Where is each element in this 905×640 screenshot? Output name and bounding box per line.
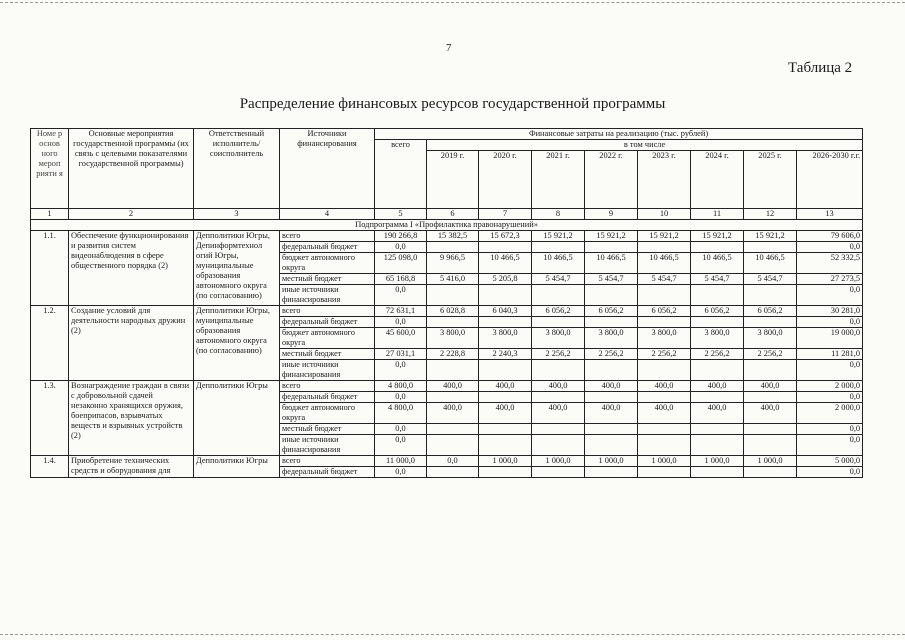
amount-year: 0,0: [797, 467, 863, 478]
amount-year: [691, 424, 744, 435]
funding-source: иные источники финансирования: [280, 360, 375, 381]
amount-year: 0,0: [797, 360, 863, 381]
amount-year: 6 056,2: [585, 306, 638, 317]
funding-source: местный бюджет: [280, 274, 375, 285]
activity-number: 1.3.: [31, 381, 69, 456]
amount-year: 6 056,2: [691, 306, 744, 317]
amount-year: 5 454,7: [744, 274, 797, 285]
amount-year: 400,0: [585, 403, 638, 424]
funding-source: федеральный бюджет: [280, 467, 375, 478]
amount-year: [532, 467, 585, 478]
amount-total: 4 800,0: [375, 403, 427, 424]
amount-year: [479, 392, 532, 403]
amount-year: 3 800,0: [479, 328, 532, 349]
header-num: Номе р основ ного мероп рияти я: [31, 129, 69, 209]
amount-year: 5 454,7: [532, 274, 585, 285]
amount-year: 5 205,8: [479, 274, 532, 285]
amount-total: 0,0: [375, 285, 427, 306]
amount-total: 190 266,8: [375, 231, 427, 242]
amount-year: [532, 435, 585, 456]
amount-year: 400,0: [638, 403, 691, 424]
column-number: 3: [194, 209, 280, 220]
amount-year: [744, 285, 797, 306]
column-number: 2: [69, 209, 194, 220]
amount-year: 2 256,2: [638, 349, 691, 360]
amount-year: 10 466,5: [585, 253, 638, 274]
amount-year: [585, 242, 638, 253]
amount-year: 3 800,0: [638, 328, 691, 349]
amount-year: [479, 285, 532, 306]
amount-year: [744, 424, 797, 435]
column-number: 11: [691, 209, 744, 220]
amount-year: [585, 467, 638, 478]
amount-year: [638, 392, 691, 403]
amount-year: 5 000,0: [797, 456, 863, 467]
amount-total: 0,0: [375, 317, 427, 328]
amount-year: 10 466,5: [744, 253, 797, 274]
funding-source: федеральный бюджет: [280, 242, 375, 253]
activity-responsible: Депполитики Югры: [194, 381, 280, 456]
amount-year: 2 256,2: [744, 349, 797, 360]
activity-responsible: Депполитики Югры: [194, 456, 280, 478]
amount-year: [744, 360, 797, 381]
amount-total: 0,0: [375, 360, 427, 381]
amount-year: [479, 424, 532, 435]
amount-year: 0,0: [797, 285, 863, 306]
amount-year: 52 332,5: [797, 253, 863, 274]
header-source: Источники финансирования: [280, 129, 375, 209]
amount-year: 3 800,0: [427, 328, 479, 349]
column-number: 1: [31, 209, 69, 220]
funding-source: иные источники финансирования: [280, 435, 375, 456]
amount-year: [691, 242, 744, 253]
activity-name: Вознаграждение граждан в связи с добровольной сдачей незаконно хранящихся оружия, боеприпасов, взрывчатых веществ и взрывных устройств (2): [69, 381, 194, 456]
activity-name: Обеспечение функционирования и развития систем видеонаблюдения в сфере общественного порядка (2): [69, 231, 194, 306]
funding-source: всего: [280, 306, 375, 317]
amount-year: 0,0: [797, 392, 863, 403]
amount-year: 400,0: [532, 381, 585, 392]
amount-total: 0,0: [375, 467, 427, 478]
amount-total: 11 000,0: [375, 456, 427, 467]
amount-year: [585, 285, 638, 306]
amount-year: 400,0: [427, 403, 479, 424]
activity-number: 1.2.: [31, 306, 69, 381]
amount-year: 5 454,7: [691, 274, 744, 285]
amount-year: 10 466,5: [532, 253, 585, 274]
amount-total: 27 031,1: [375, 349, 427, 360]
amount-year: [585, 424, 638, 435]
column-number: 10: [638, 209, 691, 220]
amount-year: 400,0: [427, 381, 479, 392]
amount-year: 400,0: [638, 381, 691, 392]
table-label: Таблица 2: [788, 60, 853, 76]
amount-total: 45 600,0: [375, 328, 427, 349]
amount-year: 5 454,7: [638, 274, 691, 285]
amount-year: 3 800,0: [585, 328, 638, 349]
amount-total: 125 098,0: [375, 253, 427, 274]
amount-year: 15 921,2: [691, 231, 744, 242]
amount-year: [691, 317, 744, 328]
header-total: всего: [375, 140, 427, 209]
amount-year: 11 281,0: [797, 349, 863, 360]
activity-responsible: Депполитики Югры, муниципальные образования автономного округа (по согласованию): [194, 306, 280, 381]
funding-source: бюджет автономного округа: [280, 403, 375, 424]
header-year: 2023 г.: [638, 151, 691, 209]
amount-year: [532, 242, 585, 253]
amount-year: [744, 392, 797, 403]
amount-year: [585, 392, 638, 403]
amount-year: 79 606,0: [797, 231, 863, 242]
funding-source: бюджет автономного округа: [280, 328, 375, 349]
amount-year: 2 256,2: [532, 349, 585, 360]
funding-source: всего: [280, 231, 375, 242]
activity-name: Приобретение технических средств и оборудования для: [69, 456, 194, 478]
column-number: 5: [375, 209, 427, 220]
funding-source: федеральный бюджет: [280, 392, 375, 403]
column-number: 13: [797, 209, 863, 220]
amount-year: [479, 467, 532, 478]
document-title: Распределение финансовых ресурсов государственной программы: [239, 96, 666, 112]
scan-edge-bottom: [0, 634, 905, 635]
amount-year: [585, 360, 638, 381]
header-year: 2024 г.: [691, 151, 744, 209]
amount-year: [427, 285, 479, 306]
amount-year: [638, 424, 691, 435]
column-number: 4: [280, 209, 375, 220]
header-year: 2022 г.: [585, 151, 638, 209]
amount-year: 2 000,0: [797, 403, 863, 424]
amount-year: 400,0: [479, 403, 532, 424]
amount-year: [638, 285, 691, 306]
amount-year: 1 000,0: [744, 456, 797, 467]
amount-year: 15 921,2: [744, 231, 797, 242]
amount-year: [479, 435, 532, 456]
column-number: 12: [744, 209, 797, 220]
amount-year: 15 921,2: [638, 231, 691, 242]
amount-year: 400,0: [585, 381, 638, 392]
amount-year: 6 056,2: [744, 306, 797, 317]
amount-year: [585, 317, 638, 328]
column-number: 6: [427, 209, 479, 220]
amount-year: 2 256,2: [585, 349, 638, 360]
amount-total: 4 800,0: [375, 381, 427, 392]
amount-year: 2 228,8: [427, 349, 479, 360]
amount-year: [638, 242, 691, 253]
amount-year: 400,0: [691, 403, 744, 424]
amount-total: 0,0: [375, 424, 427, 435]
amount-year: 1 000,0: [585, 456, 638, 467]
amount-year: 2 240,3: [479, 349, 532, 360]
amount-year: 1 000,0: [479, 456, 532, 467]
column-number: 8: [532, 209, 585, 220]
amount-year: 0,0: [797, 424, 863, 435]
amount-year: [532, 285, 585, 306]
amount-total: 0,0: [375, 392, 427, 403]
header-year: 2019 г.: [427, 151, 479, 209]
amount-year: [532, 317, 585, 328]
amount-year: [638, 467, 691, 478]
amount-year: [427, 392, 479, 403]
header-activity: Основные мероприятия государственной программы (их связь с целевыми показателями государственной программы): [69, 129, 194, 209]
amount-year: [691, 360, 744, 381]
amount-year: [427, 435, 479, 456]
column-numbers-row: [31, 209, 863, 220]
amount-year: 400,0: [479, 381, 532, 392]
table-row: [31, 306, 863, 317]
amount-year: 15 382,5: [427, 231, 479, 242]
amount-year: [638, 435, 691, 456]
amount-year: 15 921,2: [585, 231, 638, 242]
amount-year: 30 281,0: [797, 306, 863, 317]
amount-year: [532, 360, 585, 381]
amount-year: 2 256,2: [691, 349, 744, 360]
amount-year: 1 000,0: [638, 456, 691, 467]
amount-year: [427, 242, 479, 253]
page-number: 7: [446, 42, 452, 54]
amount-year: 6 056,2: [638, 306, 691, 317]
header-year: 2020 г.: [479, 151, 532, 209]
funding-source: всего: [280, 381, 375, 392]
amount-year: [427, 360, 479, 381]
amount-year: 0,0: [797, 317, 863, 328]
amount-year: 1 000,0: [532, 456, 585, 467]
amount-year: 10 466,5: [691, 253, 744, 274]
amount-year: [427, 424, 479, 435]
amount-year: 5 416,0: [427, 274, 479, 285]
amount-year: [744, 467, 797, 478]
amount-year: 27 273,5: [797, 274, 863, 285]
amount-total: 0,0: [375, 242, 427, 253]
funding-source: бюджет автономного округа: [280, 253, 375, 274]
table-body: [31, 220, 863, 478]
activity-name: Создание условий для деятельности народных дружин (2): [69, 306, 194, 381]
amount-year: 15 921,2: [532, 231, 585, 242]
amount-year: 10 466,5: [638, 253, 691, 274]
amount-year: [585, 435, 638, 456]
amount-year: 2 000,0: [797, 381, 863, 392]
amount-year: 400,0: [744, 381, 797, 392]
funding-source: федеральный бюджет: [280, 317, 375, 328]
column-number: 9: [585, 209, 638, 220]
table-row: [31, 231, 863, 242]
amount-year: [638, 360, 691, 381]
amount-year: [744, 242, 797, 253]
header-responsible: Ответственный исполнитель/ соисполнитель: [194, 129, 280, 209]
funding-source: местный бюджет: [280, 349, 375, 360]
amount-year: 0,0: [797, 435, 863, 456]
amount-year: 0,0: [427, 456, 479, 467]
financial-resources-table: [30, 128, 863, 478]
amount-year: [479, 317, 532, 328]
amount-year: 3 800,0: [691, 328, 744, 349]
amount-year: 15 672,3: [479, 231, 532, 242]
amount-total: 72 631,1: [375, 306, 427, 317]
activity-number: 1.4.: [31, 456, 69, 478]
amount-year: [479, 360, 532, 381]
amount-year: [744, 435, 797, 456]
table-row: [31, 381, 863, 392]
funding-source: иные источники финансирования: [280, 285, 375, 306]
amount-year: 3 800,0: [532, 328, 585, 349]
scan-edge-top: [0, 2, 905, 3]
header-year: 2026-2030 г.г.: [797, 151, 863, 209]
subprogram-title: Подпрограмма I «Профилактика правонарушений»: [31, 220, 863, 231]
funding-source: местный бюджет: [280, 424, 375, 435]
amount-year: 400,0: [532, 403, 585, 424]
amount-year: 6 040,3: [479, 306, 532, 317]
amount-year: 19 000,0: [797, 328, 863, 349]
header-financing: Финансовые затраты на реализацию (тыс. рублей): [375, 129, 863, 140]
funding-source: всего: [280, 456, 375, 467]
amount-year: 5 454,7: [585, 274, 638, 285]
amount-year: [744, 317, 797, 328]
amount-year: [427, 467, 479, 478]
amount-year: 6 056,2: [532, 306, 585, 317]
activity-number: 1.1.: [31, 231, 69, 306]
amount-year: [691, 435, 744, 456]
amount-year: 1 000,0: [691, 456, 744, 467]
header-year: 2025 г.: [744, 151, 797, 209]
amount-year: 3 800,0: [744, 328, 797, 349]
amount-year: 10 466,5: [479, 253, 532, 274]
amount-year: [532, 392, 585, 403]
amount-year: [532, 424, 585, 435]
amount-year: [691, 285, 744, 306]
header-year: 2021 г.: [532, 151, 585, 209]
amount-year: 6 028,8: [427, 306, 479, 317]
amount-year: [691, 392, 744, 403]
amount-year: 9 966,5: [427, 253, 479, 274]
amount-total: 65 168,8: [375, 274, 427, 285]
table-row: [31, 456, 863, 467]
amount-year: [479, 242, 532, 253]
column-number: 7: [479, 209, 532, 220]
amount-year: 400,0: [691, 381, 744, 392]
activity-responsible: Депполитики Югры, Депинформтехнол огий Югры, муниципальные образования автономного округа (по согласованию): [194, 231, 280, 306]
amount-total: 0,0: [375, 435, 427, 456]
amount-year: 400,0: [744, 403, 797, 424]
amount-year: [427, 317, 479, 328]
amount-year: [691, 467, 744, 478]
amount-year: [638, 317, 691, 328]
amount-year: 0,0: [797, 242, 863, 253]
header-including: в том числе: [427, 140, 863, 151]
